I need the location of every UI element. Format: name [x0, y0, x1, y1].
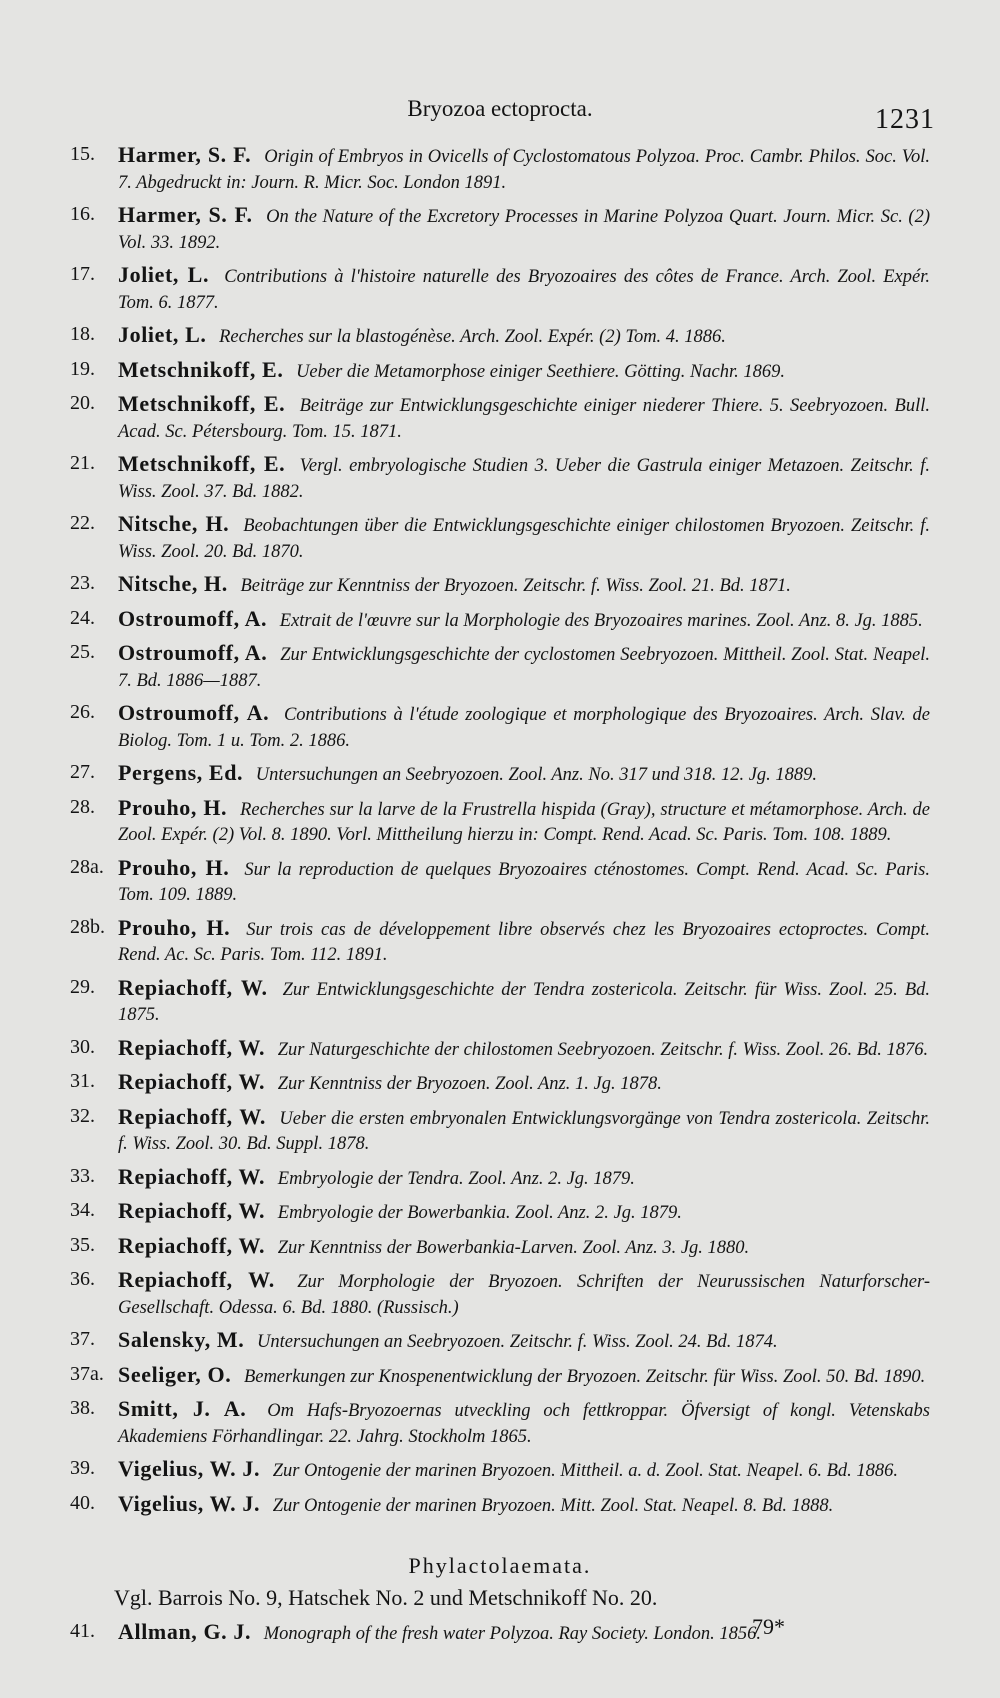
reference-number: 15. — [70, 143, 95, 165]
reference-number: 38. — [70, 1397, 95, 1419]
reference-entry — [70, 855, 930, 909]
reference-author: Nitsche, H. — [118, 571, 228, 596]
reference-text: Zur Ontogenie der marinen Bryozoen. Mittheil. a. d. Zool. Stat. Neapel. 6. Bd. 1886. — [272, 1461, 899, 1481]
reference-author: Vigelius, W. J. — [118, 1490, 261, 1516]
reference-list-ectoprocta — [70, 142, 930, 1519]
reference-text: Embryologie der Tendra. Zool. Anz. 2. Jg. 1879. — [277, 1168, 635, 1189]
reference-number: 33. — [70, 1164, 95, 1187]
reference-text: Sur trois cas de développement libre observés chez les Bryozoaires ectoproctes. Compt. Rend. Ac. Sc. Paris. Tom. 112. 1891. — [118, 919, 931, 965]
reference-author: Prouho, H. — [118, 854, 230, 880]
reference-author: Ostroumoff, A. — [118, 700, 270, 725]
reference-text: Zur Entwicklungsgeschichte der Tendra zostericola. Zeitschr. für Wiss. Zool. 25. Bd. 1875. — [118, 979, 930, 1025]
reference-entry — [70, 975, 930, 1029]
reference-entry — [70, 915, 930, 969]
reference-text: Ueber die Metamorphose einiger Seethiere. Götting. Nachr. 1869. — [296, 361, 786, 382]
reference-number: 26. — [70, 701, 95, 723]
reference-number: 28. — [70, 795, 95, 818]
reference-entry — [70, 1233, 930, 1262]
reference-author: Salensky, M. — [118, 1327, 245, 1352]
reference-text: Recherches sur la blastogénèse. Arch. Zool. Expér. (2) Tom. 4. 1886. — [219, 327, 726, 347]
reference-entry — [70, 1456, 930, 1485]
reference-number: 35. — [70, 1233, 95, 1256]
reference-entry — [70, 1104, 930, 1158]
signature-mark: 79* — [752, 1614, 785, 1639]
reference-author: Metschnikoff, E. — [118, 391, 286, 416]
reference-list-phylactolaemata — [70, 1619, 930, 1648]
reference-author: Repiachoff, W. — [118, 1069, 266, 1094]
reference-entry — [70, 1396, 930, 1450]
reference-author: Joliet, L. — [118, 322, 207, 347]
reference-entry — [70, 262, 930, 316]
page-number: 1231 — [875, 104, 935, 135]
reference-number: 23. — [70, 572, 95, 594]
reference-author: Allman, G. J. — [118, 1619, 252, 1644]
reference-entry — [70, 1362, 930, 1391]
reference-text: Origin of Embryos in Ovicells of Cyclostomatous Polyzoa. Proc. Cambr. Philos. Soc. Vol. 7. Abgedruckt in: Journ. R. Micr. Soc. London 1891. — [118, 147, 931, 193]
reference-author: Ostroumoff, A. — [118, 640, 268, 665]
reference-number: 32. — [70, 1104, 95, 1127]
reference-number: 31. — [70, 1070, 95, 1092]
reference-number: 20. — [70, 392, 95, 414]
reference-author: Prouho, H. — [118, 794, 228, 820]
reference-number: 29. — [70, 975, 95, 998]
reference-author: Repiachoff, W. — [118, 1232, 266, 1258]
reference-entry — [70, 1619, 930, 1648]
reference-entry — [70, 1164, 930, 1193]
reference-text: Zur Naturgeschichte der chilostomen Seebryozoen. Zeitschr. f. Wiss. Zool. 26. Bd. 1876. — [277, 1039, 929, 1060]
reference-text: Contributions à l'histoire naturelle des Bryozoaires des côtes de France. Arch. Zool. Expér. Tom. 6. 1877. — [118, 267, 930, 313]
reference-text: Ueber die ersten embryonalen Entwicklungsvorgänge von Tendra zostericola. Zeitschr. f. Wiss. Zool. 30. Bd. Suppl. 1878. — [118, 1108, 930, 1154]
reference-number: 30. — [70, 1035, 95, 1058]
reference-entry — [70, 1035, 930, 1064]
reference-text: Contributions à l'étude zoologique et morphologique des Bryozoaires. Arch. Slav. de Biolog. Tom. 1 u. Tom. 2. 1886. — [118, 705, 931, 751]
reference-entry — [70, 1069, 930, 1098]
reference-number: 18. — [70, 323, 95, 345]
reference-author: Ostroumoff, A. — [118, 605, 268, 631]
reference-author: Harmer, S. F. — [118, 142, 252, 167]
reference-text: Zur Kenntniss der Bowerbankia-Larven. Zool. Anz. 3. Jg. 1880. — [277, 1237, 750, 1258]
reference-author: Seeliger, O. — [118, 1361, 232, 1387]
reference-number: 25. — [70, 641, 95, 663]
reference-text: Beobachtungen über die Entwicklungsgeschichte einiger chilostomen Bryozoen. Zeitschr. f. Wiss. Zool. 20. Bd. 1870. — [118, 516, 931, 562]
reference-text: Om Hafs-Bryozoernas utveckling och fettkroppar. Öfversigt of kongl. Vetenskabs Akademiens Förhandlingar. 22. Jahrg. Stockholm 1865. — [118, 1401, 931, 1447]
reference-entry — [70, 357, 930, 386]
reference-entry — [70, 1267, 930, 1321]
reference-text: On the Nature of the Excretory Processes in Marine Polyzoa Quart. Journ. Micr. Sc. (2) Vol. 33. 1892. — [118, 207, 930, 253]
running-head: Bryozoa ectoprocta. — [407, 96, 593, 121]
reference-text: Zur Morphologie der Bryozoen. Schriften der Neurussischen Naturforscher-Gesellschaft. Odessa. 6. Bd. 1880. (Russisch.) — [118, 1272, 930, 1318]
reference-entry — [70, 142, 930, 196]
reference-author: Repiachoff, W. — [118, 974, 268, 1000]
reference-number: 22. — [70, 512, 95, 534]
reference-entry — [70, 1491, 930, 1520]
reference-text: Zur Entwicklungsgeschichte der cyclostomen Seebryozoen. Mittheil. Zool. Stat. Neapel. 7. Bd. 1886—1887. — [118, 645, 931, 691]
reference-entry — [70, 700, 930, 754]
reference-entry — [70, 451, 930, 505]
reference-entry — [70, 322, 930, 351]
reference-number: 28a. — [70, 855, 104, 878]
reference-entry — [70, 202, 930, 256]
reference-author: Joliet, L. — [118, 262, 210, 287]
reference-number: 16. — [70, 203, 95, 225]
reference-text: Monograph of the fresh water Polyzoa. Ray Society. London. 1856. — [263, 1624, 761, 1644]
reference-list — [70, 142, 930, 1654]
reference-text: Beiträge zur Entwicklungsgeschichte einiger niederer Thiere. 5. Seebryozoen. Bull. Acad. Sc. Pétersbourg. Tom. 15. 1871. — [118, 396, 930, 442]
section-note: Vgl. Barrois No. 9, Hatschek No. 2 und Metschnikoff No. 20. — [114, 1585, 658, 1610]
reference-number: 24. — [70, 606, 95, 629]
reference-number: 17. — [70, 263, 95, 285]
reference-entry — [70, 795, 930, 849]
reference-author: Smitt, J. A. — [118, 1396, 247, 1421]
reference-author: Repiachoff, W. — [118, 1034, 266, 1060]
reference-number: 34. — [70, 1199, 95, 1221]
reference-number: 28b. — [70, 915, 105, 938]
reference-number: 40. — [70, 1491, 95, 1514]
reference-author: Prouho, H. — [118, 914, 231, 940]
reference-number: 37. — [70, 1328, 95, 1350]
reference-text: Bemerkungen zur Knospenentwicklung der Bryozoen. Zeitschr. für Wiss. Zool. 50. Bd. 1890. — [243, 1366, 926, 1387]
reference-text: Zur Kenntniss der Bryozoen. Zool. Anz. 1. Jg. 1878. — [277, 1074, 662, 1094]
reference-text: Beiträge zur Kenntniss der Bryozoen. Zeitschr. f. Wiss. Zool. 21. Bd. 1871. — [240, 576, 791, 596]
reference-entry — [70, 1198, 930, 1227]
reference-number: 39. — [70, 1457, 95, 1479]
reference-author: Metschnikoff, E. — [118, 451, 286, 476]
reference-entry — [70, 511, 930, 565]
reference-text: Vergl. embryologische Studien 3. Ueber die Gastrula einiger Metazoen. Zeitschr. f. Wiss. Zool. 37. Bd. 1882. — [118, 456, 930, 502]
reference-author: Vigelius, W. J. — [118, 1456, 261, 1481]
reference-entry — [70, 1327, 930, 1356]
reference-author: Nitsche, H. — [118, 511, 230, 536]
reference-text: Sur la reproduction de quelques Bryozoaires cténostomes. Compt. Rend. Acad. Sc. Paris. Tom. 109. 1889. — [118, 859, 931, 905]
reference-text: Untersuchungen an Seebryozoen. Zool. Anz. No. 317 und 318. 12. Jg. 1889. — [255, 765, 818, 785]
reference-number: 27. — [70, 761, 95, 783]
reference-text: Untersuchungen an Seebryozoen. Zeitschr. f. Wiss. Zool. 24. Bd. 1874. — [257, 1332, 778, 1352]
reference-text: Recherches sur la larve de la Frustrella hispida (Gray), structure et métamorphose. Arch. de Zool. Expér. (2) Vol. 8. 1890. Vorl. Mittheilung hierzu in: Compt. Rend. Acad. Sc. Paris. Tom. 108. 1889. — [118, 799, 931, 845]
reference-text: Extrait de l'œuvre sur la Morphologie des Bryozoaires marines. Zool. Anz. 8. Jg. 1885. — [279, 610, 923, 631]
reference-entry — [70, 760, 930, 789]
reference-number: 36. — [70, 1268, 95, 1290]
reference-author: Repiachoff, W. — [118, 1103, 266, 1129]
reference-number: 21. — [70, 452, 95, 474]
section-heading: Phylactolaemata. — [408, 1553, 592, 1578]
reference-author: Repiachoff, W. — [118, 1267, 275, 1292]
reference-entry — [70, 571, 930, 600]
reference-text: Embryologie der Bowerbankia. Zool. Anz. 2. Jg. 1879. — [277, 1203, 682, 1223]
reference-entry — [70, 391, 930, 445]
reference-entry — [70, 606, 930, 635]
reference-number: 37a. — [70, 1362, 104, 1385]
reference-author: Repiachoff, W. — [118, 1198, 266, 1223]
reference-author: Pergens, Ed. — [118, 760, 244, 785]
reference-number: 19. — [70, 357, 95, 380]
reference-author: Harmer, S. F. — [118, 202, 253, 227]
reference-number: 41. — [70, 1620, 95, 1642]
reference-author: Repiachoff, W. — [118, 1163, 266, 1189]
reference-text: Zur Ontogenie der marinen Bryozoen. Mitt. Zool. Stat. Neapel. 8. Bd. 1888. — [272, 1495, 834, 1516]
reference-author: Metschnikoff, E. — [118, 356, 284, 382]
reference-entry — [70, 640, 930, 694]
